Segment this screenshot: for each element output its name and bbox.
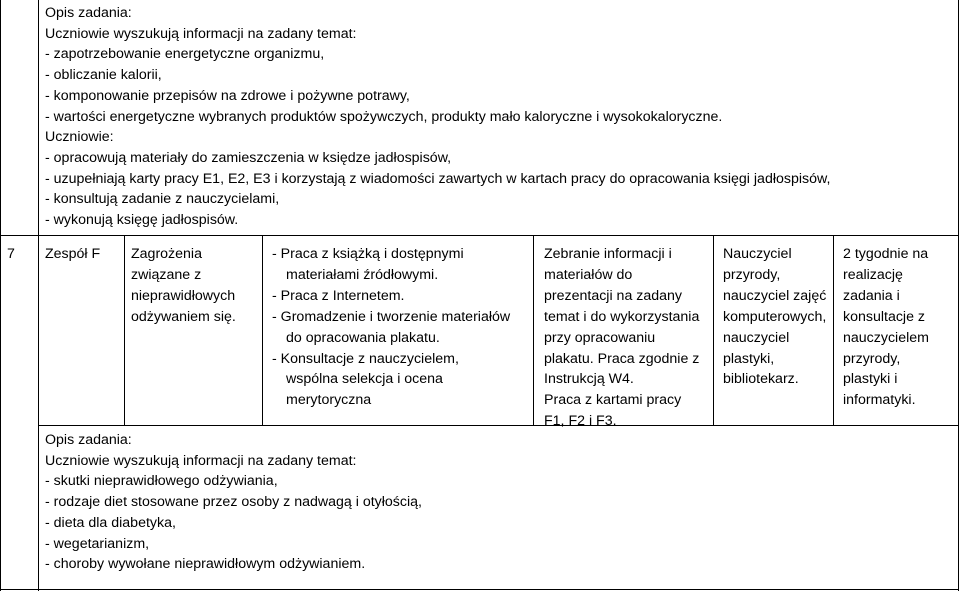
result-line: przy opracowaniu (544, 329, 656, 346)
method-line: - Konsultacje z nauczycielem, (272, 350, 459, 367)
methods-cell (272, 244, 510, 411)
team-name: Zespół F (45, 246, 101, 262)
responsible-line: nauczyciel zajęć (723, 287, 827, 304)
time-line: nauczycielem (843, 329, 929, 346)
time-line: informatyki. (843, 392, 916, 409)
student-task-item: - uzupełniają karty pracy E1, E2, E3 i korzystają z wiadomości zawartych w kartach pracy do opracowania księgi jadłospisów, (45, 170, 831, 187)
time-line: zadania i (843, 287, 900, 304)
time-line: plastyki i (843, 371, 898, 388)
method-line: merytoryczna (286, 392, 372, 409)
method-line: wspólna selekcja i ocena (286, 371, 443, 388)
table-bottom-border (0, 589, 959, 590)
students-label: Uczniowie: (45, 129, 114, 146)
time-line: realizację (843, 266, 903, 283)
responsible-line: nauczyciel (723, 329, 790, 346)
description-heading: Opis zadania: (45, 432, 132, 448)
result-line: Zebranie informacji i (544, 246, 672, 262)
topic-item: - komponowanie przepisów na zdrowe i pożywne potrawy, (45, 87, 410, 104)
responsible-column-divider (833, 235, 834, 425)
result-line: materiałów do (544, 266, 633, 283)
description-intro: Uczniowie wyszukują informacji na zadany temat: (45, 25, 357, 42)
topic-item: - obliczanie kalorii, (45, 67, 162, 84)
time-cell (843, 244, 929, 411)
result-column-divider (713, 235, 714, 425)
time-line: 2 tygodnie na (843, 246, 929, 262)
responsible-line: Nauczyciel (723, 246, 792, 262)
result-line: temat i do wykorzystania (544, 308, 700, 325)
result-line: plakatu. Praca zgodnie z (544, 350, 700, 367)
topic-cell (131, 244, 236, 328)
row-divider-inner (38, 425, 959, 426)
team-column-divider (124, 235, 125, 425)
result-line: prezentacji na zadany (544, 287, 683, 304)
table-left-border (0, 0, 1, 591)
methods-column-divider (533, 235, 534, 425)
topic-column-divider (262, 235, 263, 425)
result-line: F1, F2 i F3. (544, 413, 617, 430)
description-item: - dieta dla diabetyka, (45, 514, 176, 531)
description-item: - choroby wywołane nieprawidłowym odżywianiem. (45, 556, 366, 573)
task-description-top (45, 3, 830, 231)
student-task-item: - opracowują materiały do zamieszczenia w księdze jadłospisów, (45, 149, 452, 166)
topic-item: - zapotrzebowanie energetyczne organizmu, (45, 46, 325, 63)
time-line: przyrody, (843, 350, 901, 367)
description-item: - rodzaje diet stosowane przez osoby z nadwagą i otyłością, (45, 494, 422, 511)
table-right-border (958, 0, 959, 591)
result-line: Instrukcją W4. (544, 371, 634, 388)
responsible-cell (723, 244, 826, 390)
student-task-item: - wykonują księgę jadłospisów. (45, 212, 239, 229)
row-number: 7 (7, 246, 15, 262)
topic-item: - wartości energetyczne wybranych produktów spożywczych, produkty mało kaloryczne i wysokokaloryczne. (45, 108, 723, 125)
responsible-line: komputerowych, (723, 308, 827, 325)
method-line: do opracowania plakatu. (286, 329, 440, 346)
row-divider-top (0, 235, 959, 236)
responsible-line: bibliotekarz. (723, 371, 799, 388)
method-line: materiałami źródłowymi. (286, 266, 439, 283)
topic-line: Zagrożenia (131, 246, 202, 262)
topic-line: odżywaniem się. (131, 308, 236, 325)
result-line: Praca z kartami pracy (544, 392, 682, 409)
time-line: konsultacje z (843, 308, 926, 325)
task-description-bottom (45, 430, 422, 575)
student-task-item: - konsultują zadanie z nauczycielami, (45, 191, 280, 208)
description-intro: Uczniowie wyszukują informacji na zadany temat: (45, 452, 357, 469)
responsible-line: przyrody, (723, 266, 781, 283)
number-column-divider (38, 0, 39, 591)
description-item: - skutki nieprawidłowego odżywiania, (45, 473, 278, 490)
topic-line: związane z (131, 266, 202, 283)
method-line: - Praca z Internetem. (272, 287, 405, 304)
responsible-line: plastyki, (723, 350, 775, 367)
topic-line: nieprawidłowych (131, 287, 236, 304)
description-heading: Opis zadania: (45, 5, 132, 21)
method-line: - Praca z książką i dostępnymi (272, 246, 464, 262)
method-line: - Gromadzenie i tworzenie materiałów (272, 308, 511, 325)
description-item: - wegetarianizm, (45, 535, 150, 552)
result-cell (544, 244, 699, 432)
